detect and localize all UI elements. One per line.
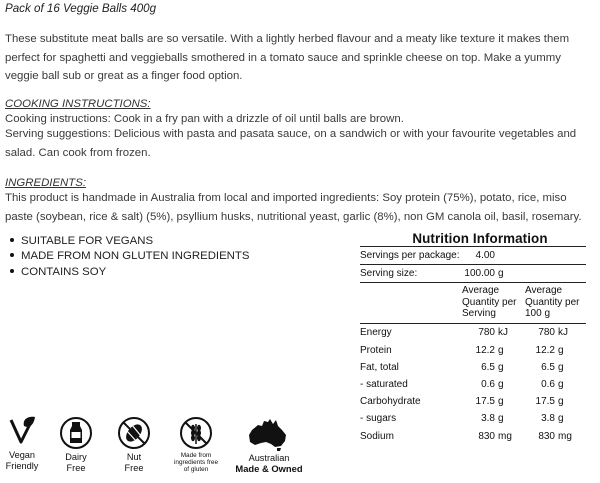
per-100g-value: 3.8	[541, 413, 555, 425]
australia-label-line1: Australian	[248, 453, 290, 463]
per-100g-unit: kJ	[558, 327, 568, 339]
list-item	[5, 249, 249, 264]
product-title: Pack of 16 Veggie Balls 400g	[5, 2, 157, 15]
nutrition-table	[360, 246, 586, 445]
vegan-friendly-badge	[2, 416, 42, 471]
claim-text: MADE FROM NON GLUTEN INGREDIENTS	[21, 250, 250, 263]
servings-row	[360, 247, 586, 265]
ingredients-heading: INGREDIENTS:	[5, 177, 87, 189]
per-serving-unit: g	[498, 413, 504, 425]
serving-size-row	[360, 265, 586, 283]
per-serving-unit: g	[498, 379, 504, 391]
nut-label-line1: Nut	[126, 452, 142, 462]
per-serving-unit: mg	[498, 430, 512, 442]
per-serving-value: 830	[478, 430, 495, 442]
per-100g-header: Average Quantity per 100 g	[525, 285, 580, 320]
table-row	[360, 324, 586, 342]
vegan-label-line1: Vegan	[8, 450, 36, 460]
gluten-label-line2: ingredients free	[173, 459, 219, 466]
nut-label-line2: Free	[124, 462, 144, 473]
table-row	[360, 342, 586, 359]
per-100g-unit: g	[558, 413, 564, 425]
per-100g-value: 830	[538, 430, 555, 442]
cooking-heading: COOKING INSTRUCTIONS:	[5, 98, 151, 110]
wheat-icon	[179, 416, 213, 450]
bullet-icon	[10, 238, 14, 242]
per-serving-value: 3.8	[481, 413, 495, 425]
nut-icon	[117, 416, 151, 450]
nutrient-name: Carbohydrate	[360, 396, 421, 408]
table-row	[360, 376, 586, 393]
dairy-label-line1: Dairy	[65, 452, 87, 462]
australia-label-line2: Made & Owned	[235, 462, 303, 474]
australia-map-icon	[246, 416, 292, 452]
per-100g-value: 6.5	[541, 361, 555, 373]
serving-suggestions: Serving suggestions: Delicious with pasta and pasata sauce, on a sandwich or with your favourite vegetables and salad. Can cook from frozen.	[5, 128, 577, 159]
per-serving-header: Average Quantity per Serving	[462, 285, 517, 320]
per-100g-value: 12.2	[535, 344, 555, 356]
dairy-label-line2: Free	[66, 462, 86, 473]
nut-free-badge	[114, 416, 154, 473]
nutrient-name: Fat, total	[360, 361, 399, 373]
nutrient-name: - saturated	[360, 379, 408, 391]
serving-size-label: Serving size:	[360, 268, 418, 280]
nutrient-name: - sugars	[360, 413, 397, 425]
table-row	[360, 428, 586, 445]
per-100g-value: 0.6	[541, 379, 555, 391]
per-100g-value: 17.5	[535, 396, 555, 408]
claim-text: SUITABLE FOR VEGANS	[21, 235, 154, 247]
per-100g-unit: g	[558, 344, 564, 356]
servings-label: Servings per package:	[360, 250, 460, 261]
per-serving-value: 780	[478, 327, 495, 339]
list-item	[5, 234, 249, 249]
nutrition-title: Nutrition Information	[412, 231, 548, 246]
bullet-icon	[10, 253, 14, 257]
per-serving-value: 17.5	[475, 396, 495, 408]
table-row	[360, 393, 586, 410]
australian-made-badge	[232, 416, 306, 474]
cooking-instructions: Cooking instructions: Cook in a fry pan with a drizzle of oil until balls are brown.	[5, 113, 404, 125]
per-serving-unit: g	[498, 344, 504, 356]
per-100g-unit: mg	[558, 430, 572, 442]
per-100g-unit: g	[558, 361, 564, 373]
per-100g-unit: g	[558, 379, 564, 391]
per-serving-value: 6.5	[481, 361, 495, 373]
table-row	[360, 359, 586, 376]
per-serving-unit: g	[498, 361, 504, 373]
table-row	[360, 410, 586, 427]
per-serving-unit: g	[498, 396, 504, 408]
gluten-free-badge	[170, 416, 222, 473]
gluten-label-line1: Made from	[180, 452, 212, 459]
ingredients-text: This product is handmade in Australia from local and imported ingredients: Soy protein (75%), potato, rice, miso paste (soybean, rice & salt) (5%), psyllium husks, nutritional yeast, garlic (8%), non GM canola oil, basil, rosemary.	[5, 192, 582, 223]
serving-size-unit: g	[498, 268, 504, 280]
gluten-label-line3: of gluten	[183, 466, 209, 473]
leaf-v-icon	[8, 416, 36, 446]
per-serving-value: 0.6	[481, 379, 495, 391]
nutrition-panel	[360, 231, 586, 445]
serving-size-value: 100.00	[464, 268, 495, 280]
claim-text: CONTAINS SOY	[21, 265, 107, 278]
per-serving-unit: kJ	[498, 327, 508, 339]
column-header-row	[360, 283, 586, 324]
per-100g-unit: g	[558, 396, 564, 408]
bullet-icon	[10, 269, 14, 273]
nutrient-name: Sodium	[360, 430, 394, 442]
nutrient-name: Protein	[360, 344, 392, 356]
claims-list	[5, 234, 249, 280]
product-description: These substitute meat balls are so versatile. With a lightly herbed flavour and a meaty like texture it makes them perfect for spaghetti and veggieballs smothered in a tomato sauce and sprinkle cheese on top. Make a yummy veggie ball sub or great as a finger food option.	[5, 33, 570, 82]
servings-value: 4.00	[475, 250, 495, 261]
vegan-label-line2: Friendly	[5, 460, 39, 471]
milk-bottle-icon	[59, 416, 93, 450]
per-100g-value: 780	[538, 327, 555, 339]
dairy-free-badge	[56, 416, 96, 473]
nutrient-name: Energy	[360, 327, 392, 339]
list-item	[5, 265, 249, 280]
per-serving-value: 12.2	[475, 344, 495, 356]
